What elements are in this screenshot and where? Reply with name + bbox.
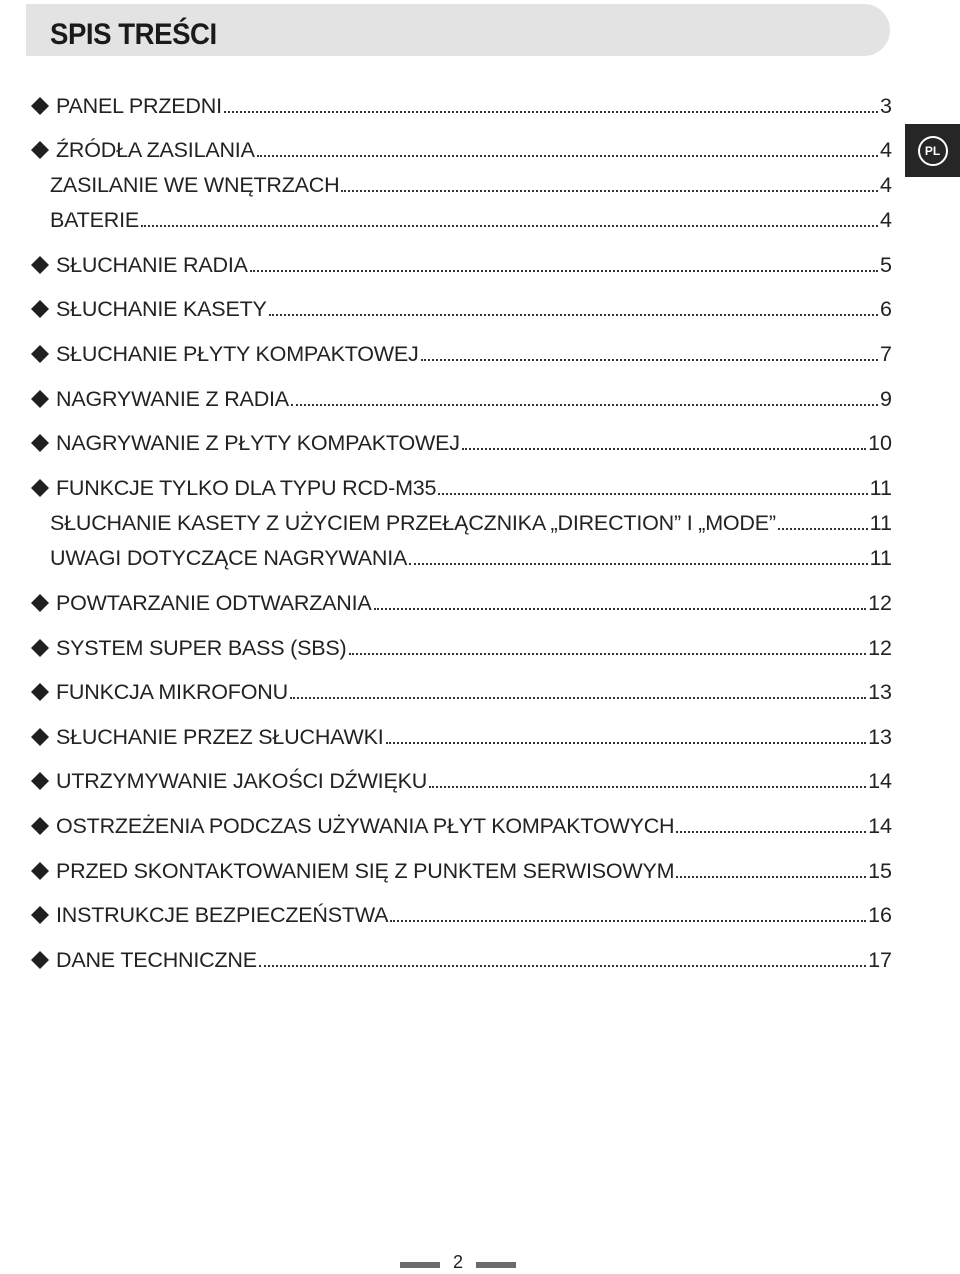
toc-entry-label: DANE TECHNICZNE	[56, 948, 257, 972]
toc-entry-label: PRZED SKONTAKTOWANIEM SIĘ Z PUNKTEM SERWISOWYM	[56, 859, 675, 883]
toc-entry	[30, 675, 892, 705]
page-number: 2	[452, 1252, 463, 1272]
diamond-bullet-icon	[30, 679, 56, 705]
toc-entry-label: SYSTEM SUPER BASS (SBS)	[56, 636, 347, 660]
toc-entry-page: 13	[868, 680, 892, 704]
toc-entry-page: 13	[868, 725, 892, 749]
toc-entry-label: ŹRÓDŁA ZASILANIA	[56, 138, 255, 162]
toc-entry	[30, 506, 892, 536]
dot-leader	[349, 653, 867, 655]
diamond-bullet-icon	[30, 858, 56, 884]
toc-entry-label: NAGRYWANIE Z RADIA	[56, 387, 289, 411]
toc-entry	[30, 720, 892, 750]
toc-entry-page: 5	[880, 253, 892, 277]
toc-entry-page: 17	[868, 948, 892, 972]
toc-entry-page: 14	[868, 769, 892, 793]
toc-entry	[30, 586, 892, 616]
page-title: SPIS TREŚCI	[50, 18, 217, 51]
dot-leader	[676, 876, 866, 878]
toc-entry	[30, 471, 892, 501]
toc-entry	[30, 133, 892, 163]
toc-entry-page: 12	[868, 591, 892, 615]
toc-entry-label: SŁUCHANIE RADIA	[56, 253, 248, 277]
toc-entry-label: FUNKCJA MIKROFONU	[56, 680, 288, 704]
diamond-bullet-icon	[30, 947, 56, 973]
diamond-bullet-icon	[30, 341, 56, 367]
indent-spacer	[30, 172, 50, 198]
toc-entry-label: SŁUCHANIE PRZEZ SŁUCHAWKI	[56, 725, 384, 749]
dot-leader	[438, 493, 867, 495]
toc-entry	[30, 809, 892, 839]
toc-entry	[30, 203, 892, 233]
dot-leader	[676, 831, 866, 833]
toc-entry-page: 6	[880, 297, 892, 321]
toc-entry-label: UTRZYMYWANIE JAKOŚCI DŹWIĘKU	[56, 769, 428, 793]
toc-entry	[30, 89, 892, 119]
toc-entry-page: 4	[880, 138, 892, 162]
toc-entry-label: ZASILANIE WE WNĘTRZACH	[50, 173, 340, 197]
toc-entry	[30, 898, 892, 928]
dot-leader	[259, 965, 866, 967]
toc-entry-page: 7	[880, 342, 892, 366]
dot-leader	[429, 786, 866, 788]
dot-leader	[386, 742, 867, 744]
dot-leader	[250, 270, 878, 272]
toc-entry-page: 14	[868, 814, 892, 838]
toc-entry-label: INSTRUKCJE BEZPIECZEŃSTWA	[56, 903, 389, 927]
toc-entry-page: 16	[868, 903, 892, 927]
language-badge: PL	[918, 136, 948, 166]
diamond-bullet-icon	[30, 93, 56, 119]
diamond-bullet-icon	[30, 430, 56, 456]
toc-entry	[30, 426, 892, 456]
footer-rule-left	[400, 1262, 440, 1268]
dot-leader	[224, 111, 878, 113]
diamond-bullet-icon	[30, 296, 56, 322]
dot-leader	[269, 314, 878, 316]
toc-entry-page: 3	[880, 94, 892, 118]
dot-leader	[462, 448, 866, 450]
toc-entry	[30, 337, 892, 367]
toc-entry	[30, 631, 892, 661]
toc-entry-page: 10	[868, 431, 892, 455]
dot-leader	[341, 190, 878, 192]
diamond-bullet-icon	[30, 635, 56, 661]
toc-entry	[30, 248, 892, 278]
toc-entry	[30, 382, 892, 412]
indent-spacer	[30, 545, 50, 571]
dot-leader	[141, 225, 878, 227]
dot-leader	[290, 697, 866, 699]
toc-entry-label: OSTRZEŻENIA PODCZAS UŻYWANIA PŁYT KOMPAKTOWYCH	[56, 814, 675, 838]
dot-leader	[374, 608, 867, 610]
dot-leader	[421, 359, 878, 361]
diamond-bullet-icon	[30, 252, 56, 278]
toc-entry	[30, 943, 892, 973]
toc-entry-label: NAGRYWANIE Z PŁYTY KOMPAKTOWEJ	[56, 431, 460, 455]
toc-entry-label: SŁUCHANIE KASETY	[56, 297, 267, 321]
toc-entry-page: 15	[868, 859, 892, 883]
toc-entry-page: 12	[868, 636, 892, 660]
dot-leader	[291, 404, 878, 406]
diamond-bullet-icon	[30, 590, 56, 616]
toc-entry	[30, 764, 892, 794]
diamond-bullet-icon	[30, 386, 56, 412]
toc-entry-page: 11	[869, 511, 892, 535]
dot-leader	[257, 155, 878, 157]
dot-leader	[778, 528, 868, 530]
diamond-bullet-icon	[30, 724, 56, 750]
diamond-bullet-icon	[30, 902, 56, 928]
toc-entry-page: 11	[869, 476, 892, 500]
language-tab	[905, 124, 960, 177]
toc-entry-label: PANEL PRZEDNI	[56, 94, 222, 118]
toc-entry-page: 11	[869, 546, 892, 570]
toc-entry-label: SŁUCHANIE KASETY Z UŻYCIEM PRZEŁĄCZNIKA „DIRECTION” I „MODE”	[50, 511, 776, 535]
toc-entry-page: 9	[880, 387, 892, 411]
toc-entry-label: SŁUCHANIE PŁYTY KOMPAKTOWEJ	[56, 342, 419, 366]
toc-entry	[30, 541, 892, 571]
toc-entry	[30, 168, 892, 198]
toc-entry	[30, 854, 892, 884]
toc-entry-page: 4	[880, 208, 892, 232]
toc-entry-label: UWAGI DOTYCZĄCE NAGRYWANIA	[50, 546, 408, 570]
footer-rule-right	[476, 1262, 516, 1268]
diamond-bullet-icon	[30, 475, 56, 501]
diamond-bullet-icon	[30, 768, 56, 794]
toc-entry-label: POWTARZANIE ODTWARZANIA	[56, 591, 372, 615]
diamond-bullet-icon	[30, 137, 56, 163]
diamond-bullet-icon	[30, 813, 56, 839]
toc-entry-label: FUNKCJE TYLKO DLA TYPU RCD-M35	[56, 476, 437, 500]
title-banner	[26, 4, 890, 56]
indent-spacer	[30, 510, 50, 536]
dot-leader	[409, 563, 868, 565]
indent-spacer	[30, 207, 50, 233]
toc-entry	[30, 292, 892, 322]
toc-entry-label: BATERIE	[50, 208, 139, 232]
dot-leader	[390, 920, 866, 922]
toc-entry-page: 4	[880, 173, 892, 197]
